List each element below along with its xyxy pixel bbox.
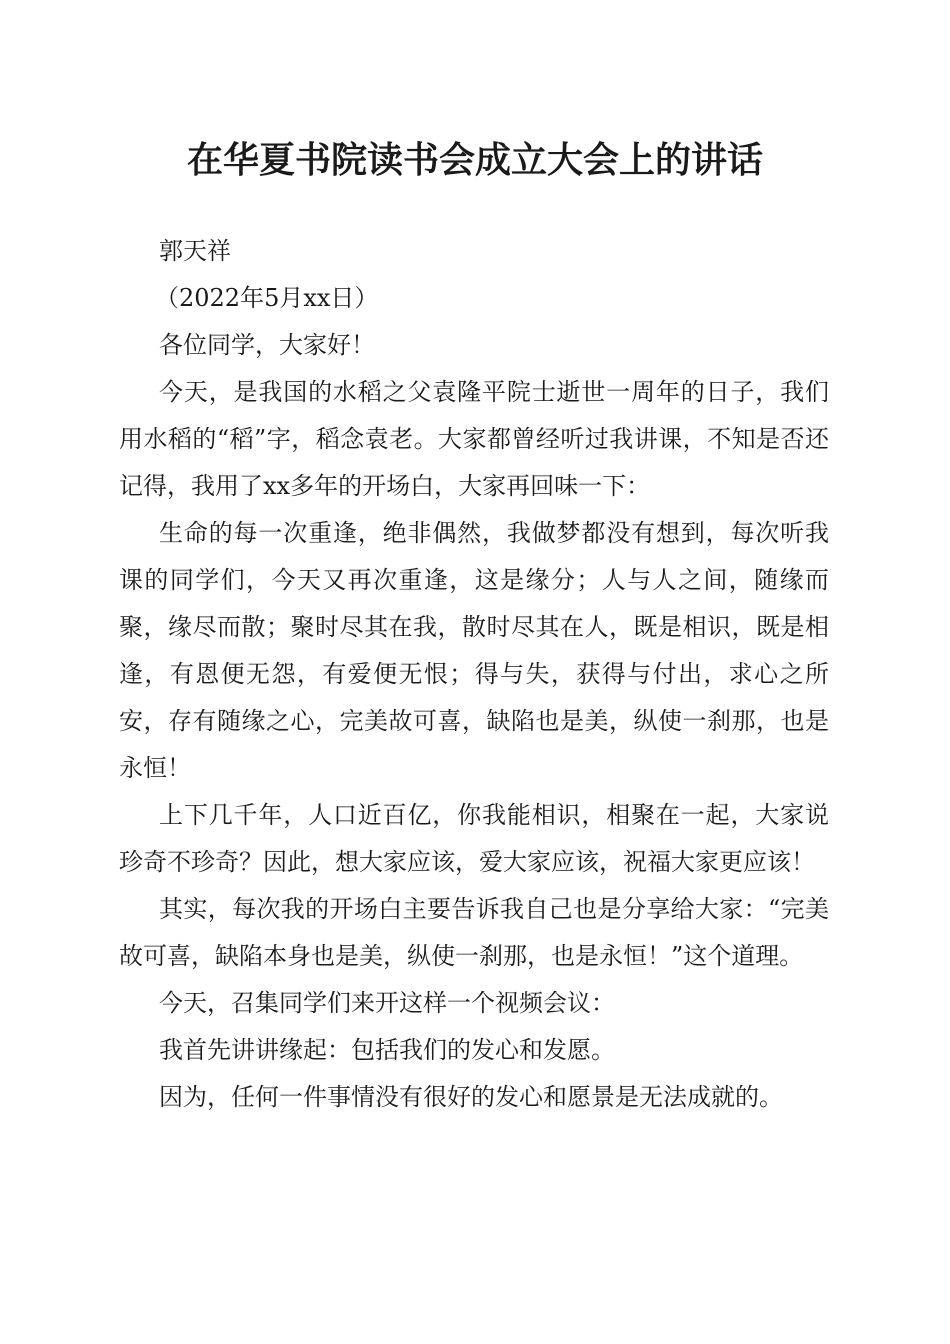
date-line: （2022年5月xx日） [155, 284, 379, 312]
paragraph-origin: 我首先讲讲缘起：包括我们的发心和发愿。 [159, 1036, 615, 1064]
paragraph-intention: 因为，任何一件事情没有很好的发心和愿景是无法成就的。 [159, 1083, 783, 1111]
paragraph-greeting: 各位同学，大家好！ [159, 331, 375, 359]
paragraph-meeting: 上下几千年，人口近百亿，你我能相识，相聚在一起，大家说珍奇不珍奇？因此，想大家应该，爱大家应该，祝福大家更应该！ [119, 801, 829, 876]
paragraph-opening: 今天，是我国的水稻之父袁隆平院士逝世一周年的日子，我们用水稻的“稻”字，稻念袁老。大家都曾经听过我讲课，不知是否还记得，我用了xx多年的开场白，大家再回味一下： [119, 378, 829, 500]
author-line: 郭天祥 [159, 237, 231, 265]
paragraph-fate: 生命的每一次重逢，绝非偶然，我做梦都没有想到，每次听我课的同学们，今天又再次重逢，这是缘分；人与人之间，随缘而聚，缘尽而散；聚时尽其在我，散时尽其在人，既是相识，既是相逢，有恩便无怨，有爱便无恨；得与失，获得与付出，求心之所安，存有随缘之心，完美故可喜，缺陷也是美，纵使一刹那，也是永恒！ [119, 519, 829, 782]
document-body [119, 228, 829, 1121]
paragraph-video-meeting: 今天，召集同学们来开这样一个视频会议： [159, 989, 615, 1017]
paragraph-share: 其实，每次我的开场白主要告诉我自己也是分享给大家：“完美故可喜，缺陷本身也是美，纵使一刹那，也是永恒！”这个道理。 [119, 895, 829, 970]
document-title: 在华夏书院读书会成立大会上的讲话 [186, 139, 763, 181]
